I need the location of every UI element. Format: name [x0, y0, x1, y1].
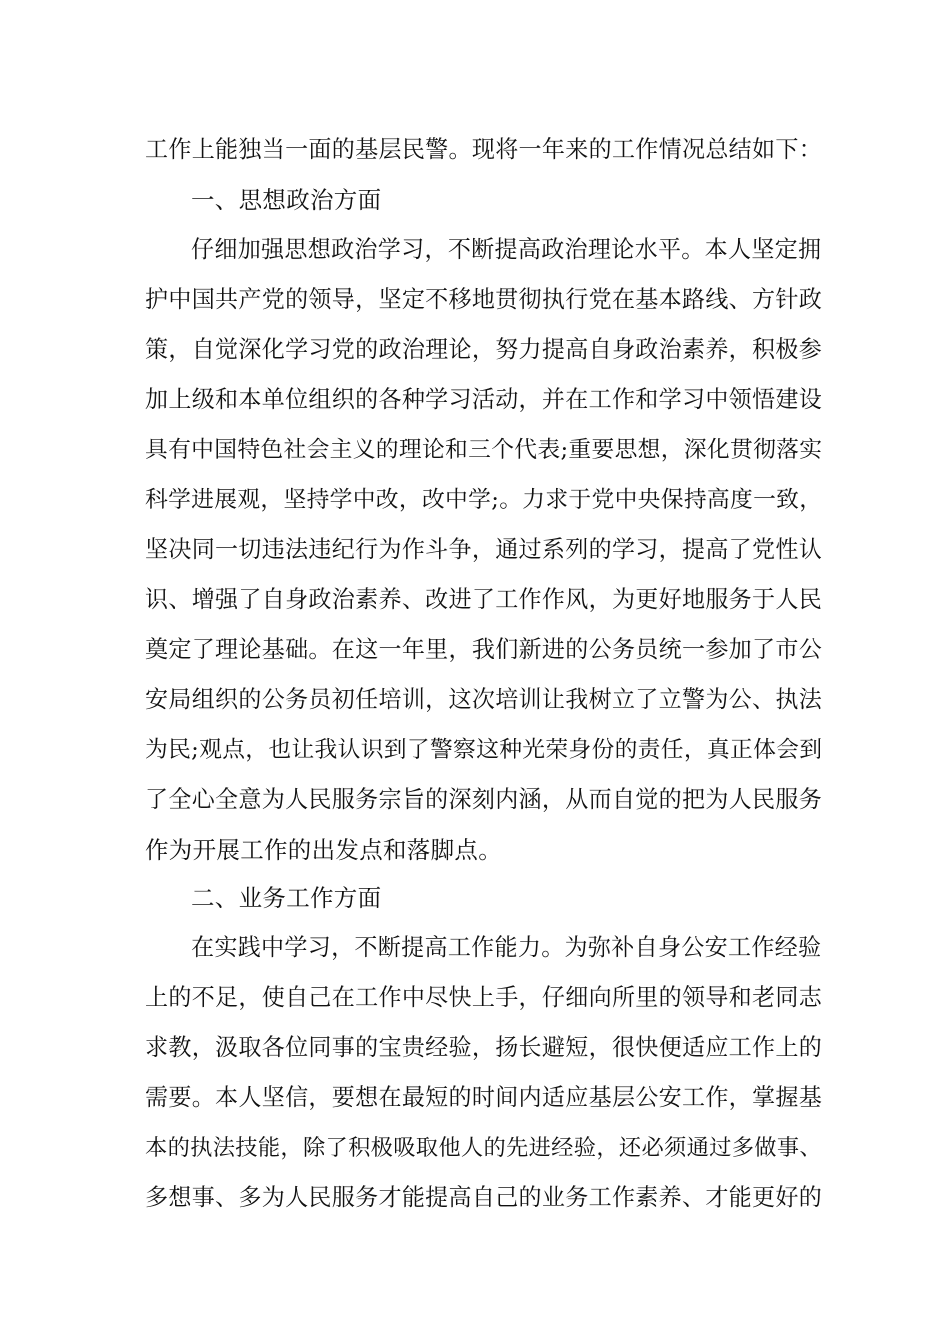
body-text-line: 工作上能独当一面的基层民警。现将一年来的工作情况总结如下： [145, 137, 823, 163]
body-text-line: 仔细加强思想政治学习，不断提高政治理论水平。本人坚定拥 [191, 237, 822, 263]
body-text-line: 上的不足，使自己在工作中尽快上手，仔细向所里的领导和老同志 [145, 985, 823, 1011]
body-text-line: 作为开展工作的出发点和落脚点。 [145, 836, 502, 864]
body-text-line: 了全心全意为人民服务宗旨的深刻内涵，从而自觉的把为人民服务 [145, 787, 823, 813]
body-text-line: 求教，汲取各位同事的宝贵经验，扬长避短，很快便适应工作上的 [145, 1035, 823, 1061]
body-text-line: 加上级和本单位组织的各种学习活动，并在工作和学习中领悟建设 [145, 387, 823, 413]
body-text-line: 在实践中学习，不断提高工作能力。为弥补自身公安工作经验 [191, 935, 822, 961]
body-text-line: 本的执法技能，除了积极吸取他人的先进经验，还必须通过多做事、 [145, 1135, 822, 1161]
body-text-line: 策，自觉深化学习党的政治理论，努力提高自身政治素养，积极参 [145, 337, 823, 363]
body-text-line: 多想事、多为人民服务才能提高自己的业务工作素养、才能更好的 [145, 1185, 823, 1211]
body-text-line: 护中国共产党的领导，坚定不移地贯彻执行党在基本路线、方针政 [145, 287, 823, 313]
body-text-line: 奠定了理论基础。在这一年里，我们新进的公务员统一参加了市公 [145, 637, 823, 663]
body-text-line: 需要。本人坚信，要想在最短的时间内适应基层公安工作，掌握基 [145, 1085, 823, 1111]
body-text-line: 安局组织的公务员初任培训，这次培训让我树立了立警为公、执法 [145, 687, 823, 713]
body-text-line: 坚决同一切违法违纪行为作斗争，通过系列的学习，提高了党性认 [145, 537, 823, 563]
body-text-line: 识、增强了自身政治素养、改进了工作作风，为更好地服务于人民 [145, 587, 823, 613]
section-heading-business: 二、业务工作方面 [191, 884, 382, 912]
body-text-line: 科学进展观，坚持学中改，改中学;。力求于党中央保持高度一致， [145, 487, 823, 513]
body-text-line: 具有中国特色社会主义的理论和三个代表;重要思想，深化贯彻落实 [145, 437, 823, 463]
section-heading-ideology: 一、思想政治方面 [191, 186, 382, 214]
body-text-line: 为民;观点，也让我认识到了警察这种光荣身份的责任，真正体会到 [145, 737, 823, 763]
